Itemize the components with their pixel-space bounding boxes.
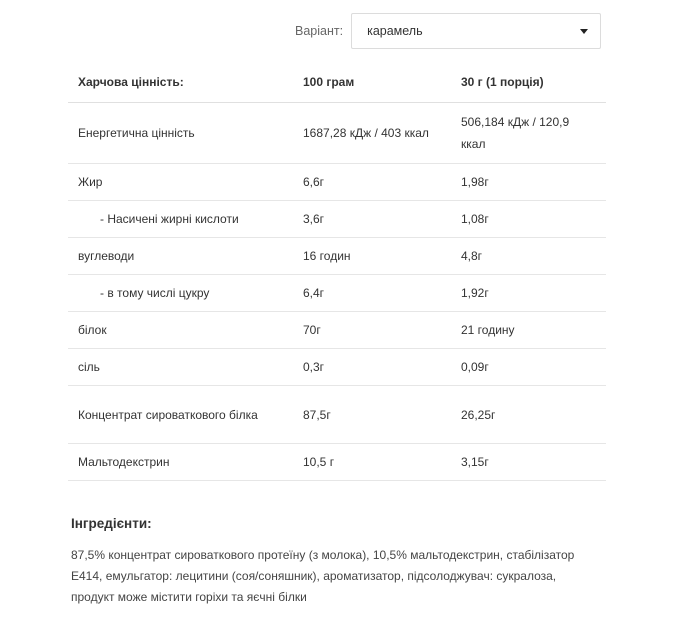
row-per-serving: 26,25г bbox=[451, 386, 606, 444]
row-per-serving: 1,98г bbox=[451, 164, 606, 201]
row-name: сіль bbox=[68, 349, 293, 386]
row-per-100: 6,4г bbox=[293, 275, 451, 312]
row-per-100: 70г bbox=[293, 312, 451, 349]
row-per-serving: 4,8г bbox=[451, 238, 606, 275]
table-row bbox=[68, 386, 606, 444]
row-per-100: 3,6г bbox=[293, 201, 451, 238]
variant-selected-value: карамель bbox=[367, 24, 423, 38]
row-per-100: 0,3г bbox=[293, 349, 451, 386]
row-name: Жир bbox=[68, 164, 293, 201]
header-per-serving: 30 г (1 порція) bbox=[451, 61, 606, 103]
table-row bbox=[68, 103, 606, 164]
row-name: білок bbox=[68, 312, 293, 349]
row-per-100: 87,5г bbox=[293, 386, 451, 444]
table-row bbox=[68, 201, 606, 238]
table-row bbox=[68, 164, 606, 201]
table-header-row bbox=[68, 61, 606, 103]
row-per-100: 10,5 г bbox=[293, 444, 451, 481]
chevron-down-icon bbox=[580, 29, 588, 34]
ingredients-title: Інгредієнти: bbox=[71, 516, 152, 531]
table-row bbox=[68, 275, 606, 312]
variant-select[interactable] bbox=[351, 13, 601, 49]
ingredients-section bbox=[71, 516, 591, 608]
row-per-100: 16 годин bbox=[293, 238, 451, 275]
nutrition-table bbox=[68, 61, 606, 481]
variant-row bbox=[295, 13, 601, 49]
row-name: Енергетична цінність bbox=[68, 103, 293, 164]
row-name: вуглеводи bbox=[68, 238, 293, 275]
header-per-100: 100 грам bbox=[293, 61, 451, 103]
row-name: - Насичені жирні кислоти bbox=[68, 201, 293, 238]
ingredients-text: 87,5% концентрат сироваткового протеїну (з молока), 10,5% мальтодекстрин, стабілізатор E414, емульгатор: лецитини (соя/соняшник), ароматизатор, підсолоджувач: сукралоза, продукт може містити горіхи та яєчні білки bbox=[71, 548, 575, 604]
row-per-serving: 1,08г bbox=[451, 201, 606, 238]
row-name: - в тому числі цукру bbox=[68, 275, 293, 312]
row-name: Концентрат сироваткового білка bbox=[68, 386, 293, 444]
row-per-serving: 3,15г bbox=[451, 444, 606, 481]
row-per-serving: 0,09г bbox=[451, 349, 606, 386]
row-per-serving: 506,184 кДж / 120,9 ккал bbox=[451, 103, 606, 164]
row-per-serving: 1,92г bbox=[451, 275, 606, 312]
table-row bbox=[68, 238, 606, 275]
row-per-100: 1687,28 кДж / 403 ккал bbox=[293, 103, 451, 164]
row-name: Мальтодекстрин bbox=[68, 444, 293, 481]
table-row bbox=[68, 312, 606, 349]
table-row bbox=[68, 444, 606, 481]
table-row bbox=[68, 349, 606, 386]
row-per-100: 6,6г bbox=[293, 164, 451, 201]
header-nutrition: Харчова цінність: bbox=[68, 61, 293, 103]
row-per-serving: 21 годину bbox=[451, 312, 606, 349]
variant-label: Варіант: bbox=[295, 24, 344, 38]
